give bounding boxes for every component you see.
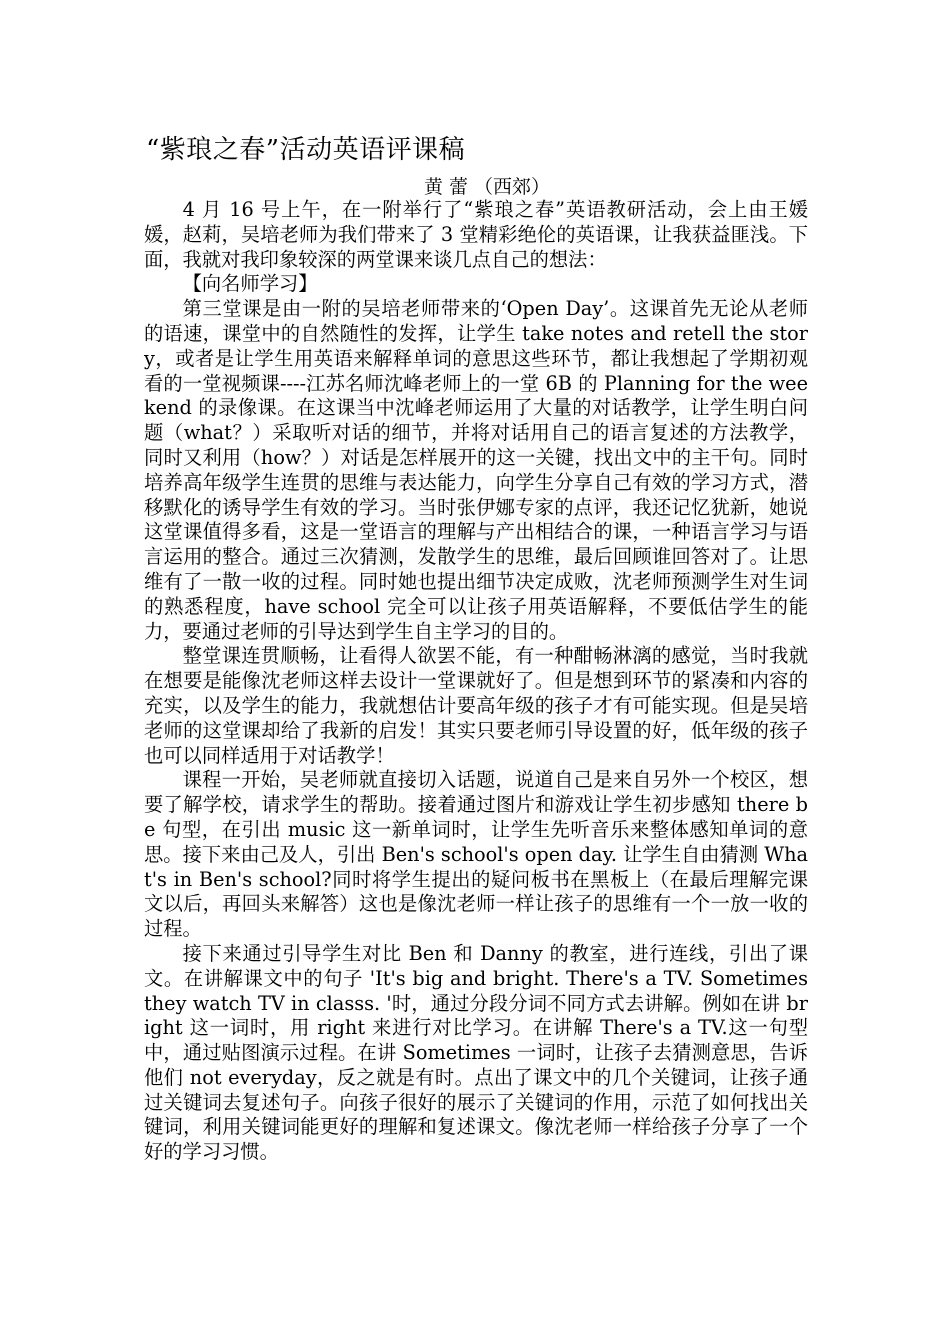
- section-heading: 【向名师学习】: [182, 272, 318, 296]
- body-paragraph-1: 第三堂课是由一附的吴培老师带来的‘Open Day’。这课首先无论从老师的语速，课堂中的自然随性的发挥，让学生 take notes and retell the story，或者是让学生用英语来解释单词的意思这些环节，都让我想起了学期初观看的一堂视频课----江苏名师沈峰老师上的一堂 6B 的 Planning for the weekend 的录像课。在这课当中沈峰老师运用了大量的对话教学，让学生明白问题（what？）采取听对话的细节，并将对话用自己的语言复述的方法教学，同时又利用（how？）对话是怎样展开的这一关键，找出文中的主干句。同时培养高年级学生连贯的思维与表达能力，向学生分享自己有效的学习方式，潜移默化的诱导学生有效的学习。当时张伊娜专家的点评，我还记忆犹新，她说这堂课值得多看，这是一堂语言的理解与产出相结合的课，一种语言学习与语言运用的整合。通过三次猜测，发散学生的思维，最后回顾谁回答对了。让思维有了一散一收的过程。同时她也提出细节决定成败，沈老师预测学生对生词的熟悉程度，have school 完全可以让孩子用英语解释，不要低估学生的能力，要通过老师的引导达到学生自主学习的目的。: [144, 297, 808, 643]
- body-paragraph-2: 整堂课连贯顺畅，让看得人欲罢不能，有一种酣畅淋漓的感觉，当时我就在想要是能像沈老师这样去设计一堂课就好了。但是想到环节的紧凑和内容的充实，以及学生的能力，我就想估计要高年级的孩子才有可能实现。但是吴培老师的这堂课却给了我新的启发！其实只要老师引导设置的好，低年级的孩子也可以同样适用于对话教学！: [144, 644, 808, 767]
- document-title: “紫琅之春”活动英语评课稿: [146, 135, 466, 165]
- document-page: [144, 132, 808, 1165]
- intro-paragraph: 4 月 16 号上午，在一附举行了“紫琅之春”英语教研活动，会上由王媛媛，赵莉，吴培老师为我们带来了 3 堂精彩绝伦的英语课，让我获益匪浅。下面，我就对我印象较深的两堂课来谈几点自己的想法：: [144, 198, 808, 271]
- author-line: 黄 蕾 （西郊）: [423, 176, 551, 198]
- body-paragraph-4: 接下来通过引导学生对比 Ben 和 Danny 的教室，进行连线，引出了课文。在讲解课文中的句子 'It's big and bright. There's a TV. Sometimes they watch TV in classs. '时，通过分段分词不同方式去讲解。例如在讲 bright 这一词时，用 right 来进行对比学习。在讲解 There's a TV.这一句型中，通过贴图演示过程。在讲 Sometimes 一词时，让孩子去猜测意思，告诉他们 not everyday，反之就是有时。点出了课文中的几个关键词，让孩子通过关键词去复述句子。向孩子很好的展示了关键词的作用，示范了如何找出关键词，利用关键词能更好的理解和复述课文。像沈老师一样给孩子分享了一个好的学习习惯。: [144, 941, 808, 1164]
- body-paragraph-3: 课程一开始，吴老师就直接切入话题，说道自己是来自另外一个校区，想要了解学校，请求学生的帮助。接着通过图片和游戏让学生初步感知 there be 句型，在引出 music 这一新单词时，让学生先听音乐来整体感知单词的意思。接下来由己及人，引出 Ben's school's open day. 让学生自由猜测 What's in Ben's school?同时将学生提出的疑问板书在黑板上（在最后理解完课文以后，再回头来解答）这也是像沈老师一样让孩子的思维有一个一放一收的过程。: [144, 768, 808, 941]
